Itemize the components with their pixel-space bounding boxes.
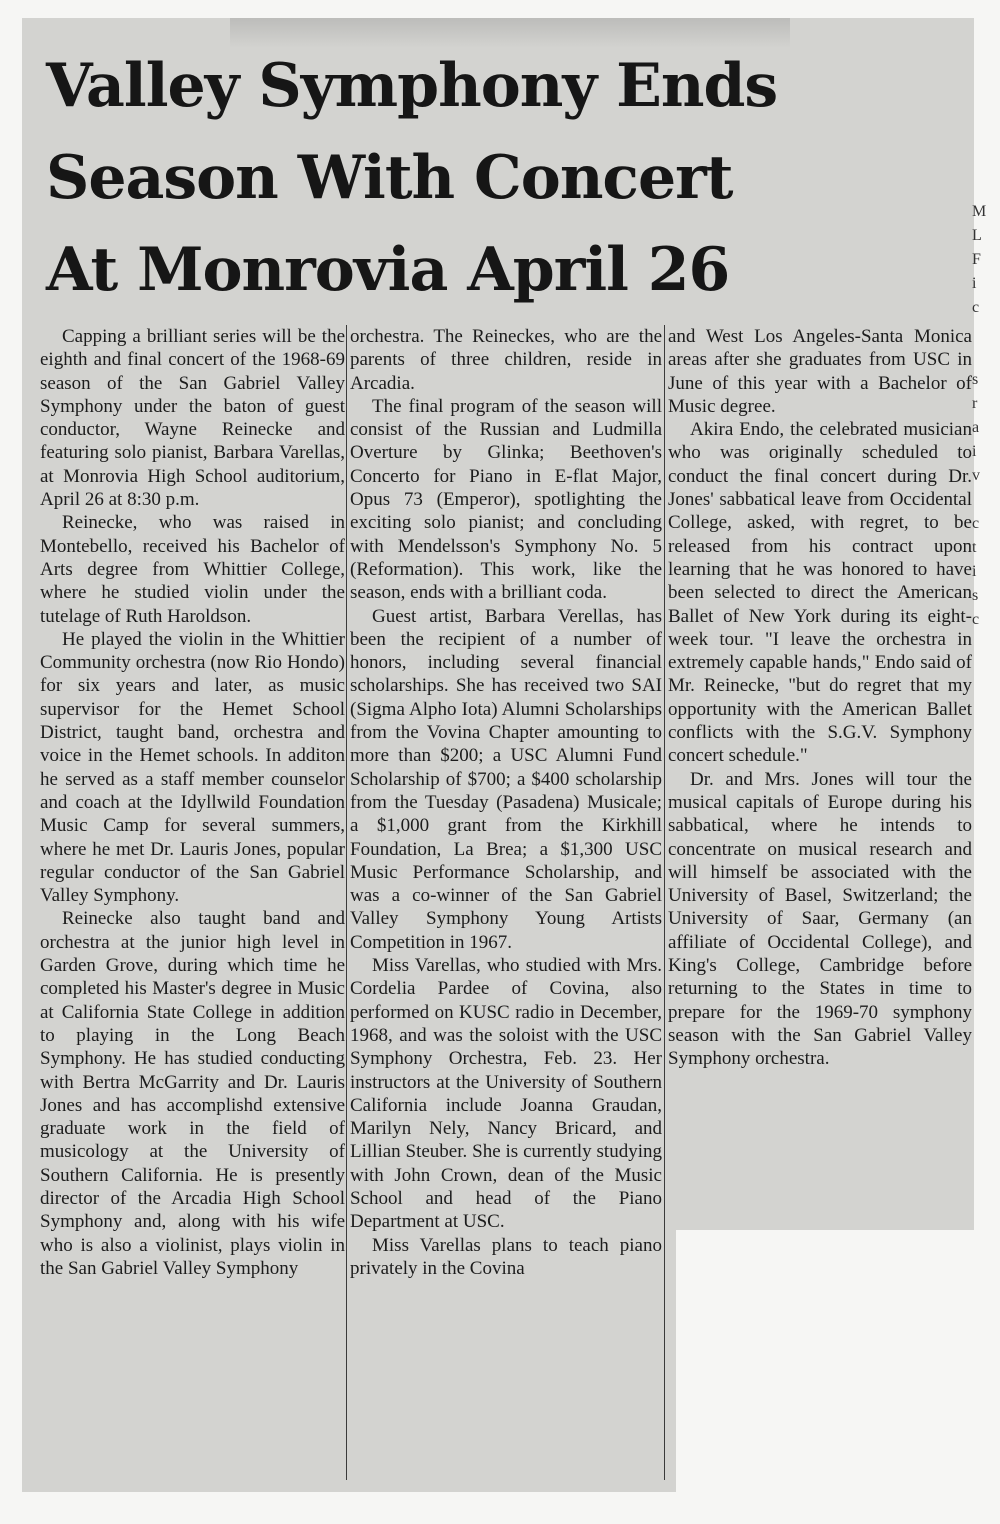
- fragment-char: a: [972, 419, 980, 436]
- article-headline: [46, 40, 786, 316]
- article-paragraph: Guest artist, Barbara Verellas, has been the recipient of a number of honors, including several financial scholarships. She has received two SAI (Sigma Alpho Iota) Alumni Scholarships from the Vovina Chapter amounting to more than $200; a USC Alumni Fund Scholarship of $700; a $400 scholarship from the Tuesday (Pasadena) Musicale; a $1,000 grant from the Kirkhill Foundation, La Brea; a $1,300 USC Music Performance Scholarship, and was a co-winner of the San Gabriel Valley Symphony Young Artists Competition in 1967.: [350, 605, 662, 953]
- fragment-char: [972, 344, 992, 368]
- fragment-char: s: [972, 371, 979, 388]
- article-paragraph: and West Los Angeles-Santa Monica areas after she graduates from USC in June of this year with a Bachelor of Music degree.: [668, 326, 972, 417]
- headline-line: Season With Concert: [46, 143, 733, 213]
- fragment-char: i: [972, 275, 977, 292]
- article-paragraph: orchestra. The Reineckes, who are the parents of three children, reside in Arcadia.: [350, 326, 662, 394]
- fragment-char: t: [972, 539, 977, 556]
- article-column-3: [668, 325, 972, 1071]
- fragment-char: c: [972, 299, 980, 316]
- article-paragraph: Miss Varellas plans to teach piano privately in the Covina: [350, 1234, 662, 1279]
- article-paragraph: Capping a brilliant series will be the eighth and final concert of the 1968-69 season of the San Gabriel Valley Symphony under the baton of guest conductor, Wayne Reinecke and featuring solo pianist, Barbara Varellas, at Monrovia High School auditorium, April 26 at 8:30 p.m.: [40, 326, 345, 511]
- fragment-char: [972, 488, 992, 512]
- article-paragraph: Reinecke, who was raised in Montebello, received his Bachelor of Arts degree from Whittier College, where he studied violin under the tutelage of Ruth Haroldson.: [40, 512, 345, 627]
- article-paragraph: The final program of the season will consist of the Russian and Ludmilla Overture by Glinka; Beethoven's Concerto for Piano in E-flat Major, Opus 73 (Emperor), spotlighting the exciting solo pianist; and concluding with Mendelsson's Symphony No. 5 (Reformation). This work, like the season, ends with a brilliant coda.: [350, 395, 662, 604]
- fragment-char: L: [972, 227, 982, 244]
- column-rule: [664, 325, 665, 1480]
- headline-line: Valley Symphony Ends: [46, 51, 778, 121]
- article-column-2: [350, 325, 662, 1280]
- article-paragraph: Akira Endo, the celebrated musician who was originally scheduled to conduct the final concert during Dr. Jones' sabbatical leave from Occidental College, asked, with regret, to be released from his contract upon learning that he was honored to have been selected to direct the American Ballet of New York during its eight-week tour. "I leave the orchestra in extremely capable hands," Endo said of Mr. Reinecke, "but do regret that my opportunity with the American Ballet conflicts with the S.G.V. Symphony concert schedule.": [668, 419, 972, 767]
- article-paragraph: Reinecke also taught band and orchestra at the junior high level in Garden Grove, during which time he completed his Master's degree in Music at California State College in addition to playing in the Long Beach Symphony. He has studied conducting with Bertra McGarrity and Dr. Lauris Jones and has accomplishd extensive graduate work in the field of musicology at the University of Southern California. He is presently director of the Arcadia High School Symphony and, along with his wife who is also a violinist, plays violin in the San Gabriel Valley Symphony: [40, 908, 345, 1279]
- fragment-char: s: [972, 587, 979, 604]
- fragment-char: i: [972, 563, 977, 580]
- article-paragraph: Dr. and Mrs. Jones will tour the musical capitals of Europe during his sabbatical, where he intends to concentrate on musical research and will himself be associated with the University of Basel, Switzerland; the University of Saar, Germany (an affiliate of Occidental College), and King's College, Cambridge before returning to the States in time to prepare for the 1969-70 symphony season with the San Gabriel Valley Symphony orchestra.: [668, 768, 972, 1070]
- fragment-char: r: [972, 395, 978, 412]
- fragment-char: c: [972, 611, 980, 628]
- article-paragraph: Miss Varellas, who studied with Mrs. Cordelia Pardee of Covina, also performed on KUSC radio in December, 1968, and was the soloist with the USC Symphony Orchestra, Feb. 23. Her instructors at the University of Southern California include Joanna Graudan, Marilyn Nely, Nancy Bricard, and Lillian Steuber. She is currently studying with John Crown, dean of the Music School and head of the Piano Department at USC.: [350, 955, 662, 1233]
- fragment-char: F: [972, 251, 981, 268]
- headline-line: At Monrovia April 26: [46, 235, 730, 305]
- cut-out-corner: [676, 1230, 1000, 1524]
- fragment-char: [972, 320, 992, 344]
- article-paragraph: He played the violin in the Whittier Community orchestra (now Rio Hondo) for six years and later, as music supervisor for the Hemet School District, taught band, orchestra and voice in the Hemet schools. In additon he served as a staff member counselor and coach at the Idyllwild Foundation Music Camp for several summers, where he met Dr. Lauris Jones, popular regular conductor of the San Gabriel Valley Symphony.: [40, 628, 345, 907]
- fragment-char: M: [972, 203, 987, 220]
- fragment-char: v: [972, 467, 980, 484]
- article-column-1: [40, 325, 345, 1280]
- adjacent-clipping-fragment: [972, 200, 992, 632]
- column-rule: [346, 325, 347, 1480]
- fragment-char: i: [972, 443, 977, 460]
- fragment-char: c: [972, 515, 980, 532]
